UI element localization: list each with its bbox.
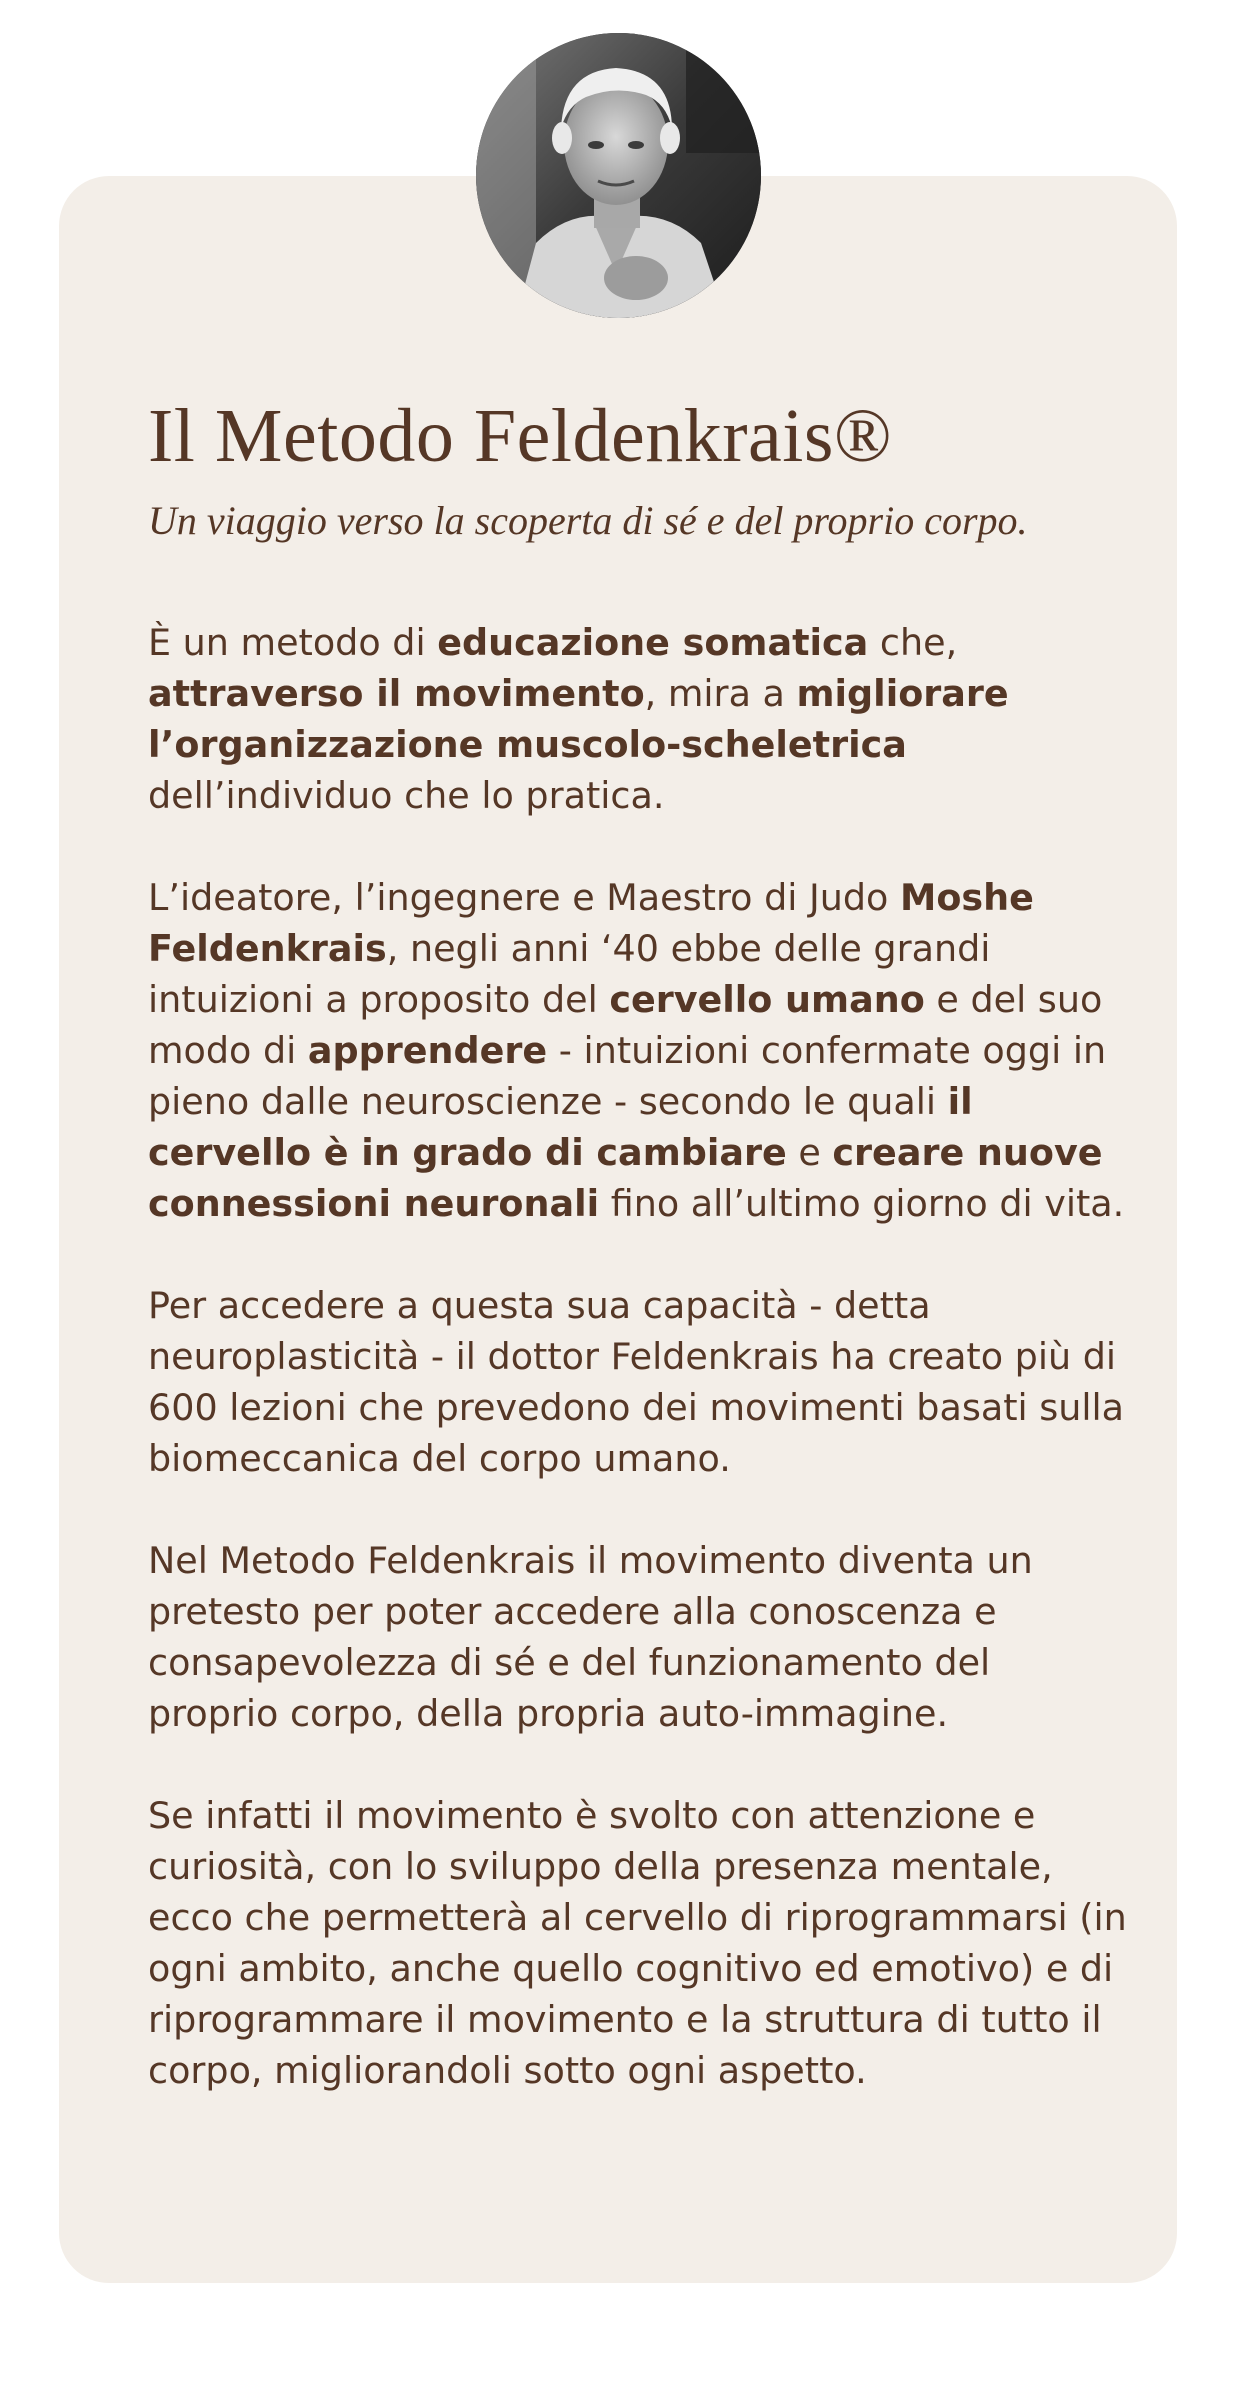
portrait-photo-icon (476, 33, 761, 318)
paragraph-2 (148, 872, 1128, 1229)
bold-span: cervello umano (609, 977, 925, 1021)
text-span: , mira a (644, 671, 797, 715)
text-span: e del suo modo di (148, 977, 1103, 1072)
bold-span: apprendere (307, 1028, 548, 1072)
bold-span: attraverso il movimento (148, 671, 645, 715)
bold-span: educazione somatica (437, 620, 869, 664)
text-span: - intuizioni confermate oggi in pieno dalle neuroscienze - secondo le quali (148, 1028, 1107, 1123)
text-span: L’ideatore, l’ingegnere e Maestro di Judo (148, 875, 900, 919)
text-span: dell’individuo che lo pratica. (148, 773, 665, 817)
body-text (148, 617, 1128, 2096)
card-content (148, 395, 1128, 2096)
page-subtitle: Un viaggio verso la scoperta di sé e del proprio corpo. (148, 497, 1028, 543)
portrait-avatar (476, 33, 761, 318)
text-span: e (786, 1130, 833, 1174)
bold-span: migliorare l’organizzazione muscolo-scheletrica (148, 671, 1009, 766)
text-span: fino all’ultimo giorno di vita. (599, 1181, 1125, 1225)
bold-span: creare nuove connessioni neuronali (148, 1130, 1103, 1225)
paragraph-5: Se infatti il movimento è svolto con attenzione e curiosità, con lo sviluppo della presenza mentale, ecco che permetterà al cervello di riprogrammarsi (in ogni ambito, anche quello cognitivo ed emotivo) e di riprogrammare il movimento e la struttura di tutto il corpo, migliorandoli sotto ogni aspetto. (148, 1793, 1127, 2092)
paragraph-4: Nel Metodo Feldenkrais il movimento diventa un pretesto per poter accedere alla conoscenza e consapevolezza di sé e del funzionamento del proprio corpo, della propria auto-immagine. (148, 1538, 1033, 1735)
text-span: È un metodo di (148, 620, 438, 664)
bold-span: Moshe Feldenkrais (148, 875, 1034, 970)
paragraph-1 (148, 617, 1128, 821)
bold-span: il cervello è in grado di cambiare (148, 1079, 973, 1174)
page-title: Il Metodo Feldenkrais® (148, 394, 893, 478)
text-span: , negli anni ‘40 ebbe delle grandi intuizioni a proposito del (148, 926, 991, 1021)
paragraph-3: Per accedere a questa sua capacità - detta neuroplasticità - il dottor Feldenkrais ha creato più di 600 lezioni che prevedono dei movimenti basati sulla biomeccanica del corpo umano. (148, 1283, 1125, 1480)
text-span: che, (868, 620, 958, 664)
